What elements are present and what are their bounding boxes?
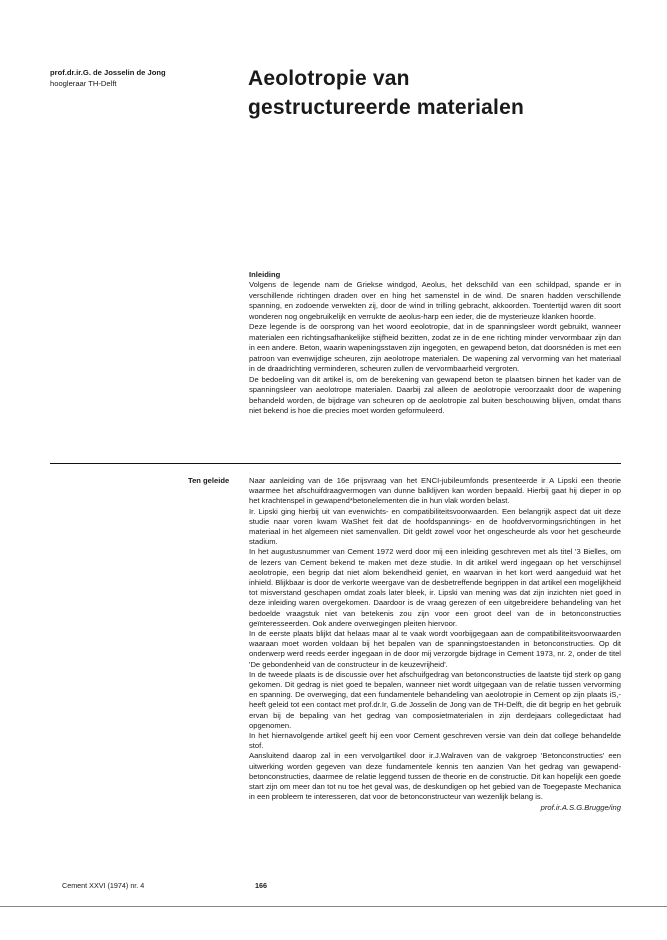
foreword-section: [249, 476, 621, 813]
page-number: 166: [255, 881, 267, 890]
intro-paragraph-1: Volgens de legende nam de Griekse windgod, Aeolus, het dekschild van een schildpad, spande er in verschillende richtingen draden over en hing het samenstel in de wind. De snaren hadden verschillende spanning, en zodoende verwekten zij, door de wind in trilling gebracht, akkoorden. Toentertijd waren dit soort wonderen nog ongebruikelijk en verrukte de aeolus-harp een ieder, die de mysterieuze klanken hoorde.: [249, 280, 621, 321]
foreword-label: Ten geleide: [188, 476, 230, 485]
intro-paragraph-2: Deze legende is de oorsprong van het woord eeolotropie, dat in de spanningsleer wordt gebruikt, wanneer materialen een richtingsafhankelijke stijfheid bezitten, zodat ze in de ene richting minder vervormbaar zijn dan in een andere. Beton, waarin wapeningsstaven zijn ingegoten, en gewapend beton, dat doorsnéden is met een patroon van evenwijdige scheuren, zijn aeolotrope materialen. De wapening zal vervorming van het materiaal in de draadrichting verminderen, scheuren zullen de vervormbaarheid vergroten.: [249, 322, 621, 373]
author-affiliation: hoogleraar TH-Delft: [50, 79, 117, 88]
intro-paragraph-3: De bedoeling van dit artikel is, om de berekening van gewapend beton te plaatsen binnen het kader van de spanningsleer van aeolotrope materialen. Daarbij zal alleen de aeolotropie veroorzaakt door de wapening behandeld worden, de bijdrage van scheuren op de aeolotropie zal buiten beschouwing blijven, omdat thans niet bekend is hoe die precies moet worden geformuleerd.: [249, 374, 621, 415]
foreword-paragraph-7: [249, 751, 621, 812]
intro-heading: Inleiding: [249, 270, 281, 279]
article-title: [248, 64, 638, 122]
foreword-paragraph-5: In de tweede plaats is de discussie over het afschuifgedrag van betonconstructies de laatste tijd sterk op gang gekomen. Dit gedrag is niet goed te bepalen, wanneer niet wordt uitgegaan van de relatie tussen vervorming en spanning. De overweging, dat een fundamentele behandeling van aeolotropie in Cement op zijn plaats iS,-heeft geleid tot een contact met prof.dr.Ir, G.de Josselin de Jong van de TH-Delft, die dit begrip en het gebruik ervan bij de bepaling van het gedrag van composietmaterialen in zijn derdejaars collegedictaat had opgenomen.: [249, 669, 621, 730]
foreword-paragraph-1: Naar aanleiding van de 16e prijsvraag van het ENCI-jubileumfonds presenteerde ir A Lipski een theorie waarmee het afschuifdraagvermogen van dunne balklijven kan worden bepaald. Hierbij gaat hij dieper in op het krachtenspel in gewapend*betonelementen die in hun vlak worden belast.: [249, 476, 621, 506]
foreword-paragraph-6: In het hiernavolgende artikel geeft hij een voor Cement geschreven versie van dein dat college behandelde stof.: [249, 731, 621, 751]
journal-citation: Cement XXVI (1974) nr. 4: [62, 881, 145, 890]
foreword-paragraph-4: In de eerste plaats blijkt dat helaas maar al te vaak wordt voorbijgegaan aan de compatibiliteitsvoorwaarden waaraan moet worden voldaan bij het bepalen van de spanningstoestanden in betonconstructies. Op dit onderwerp werd reeds eerder ingegaan in de door mij verzorgde bijdrage in Cement 1973, nr. 2, onder de titel 'De gebondenheid van de constructeur in de keuzevrijheid'.: [249, 629, 621, 669]
foreword-paragraph-7-text: Aansluitend daarop zal in een vervolgartikel door ir.J.Walraven van de vakgroep 'Betonconstructies' een uitwerking worden gegeven van deze fundamentele kennis ten aanzien Van het gedrag van gewapend-betonconstructies, daarmee de relatie leggend tussen de theorie en de constructie. Dit kan hopelijk een goede start zijn om meer dan tot nu toe het geval was, de deskundigen op het gebied van de Toegepaste Mechanica in een probleem te interesseren, dat voor de betonconstructeur van wezenlijk belang is.: [249, 751, 621, 802]
foreword-paragraph-3: In het augustusnummer van Cement 1972 werd door mij een inleiding geschreven met als titel '3 Bielles, om de lezers van Cement bekend te maken met deze studie. In dit artikel werd ingegaan op het verschijnsel aeolotropie, een begrip dat niet alom bekendheid geniet, en waarvan in het kort werd aangeduid wat het inhield. Blijkbaar is door de verkorte weergave van de desbetreffende begrippen in dat artikel een mogelijkheid tot misverstand geschapen omdat zoals later bleek, ir. Lipski van mening was dat zijn inzichten niet goed in deze inleiding waren overgekomen. Daardoor is de vraag gerezen of een uitgebreidere behandeling van het bedoelde vraagstuk niet van betekenis zou zijn voor een groot deel van de in betonconstructies geïnteresseerden. Ook andere overwegingen pleiten hiervoor.: [249, 547, 621, 628]
foreword-signature: prof.ir.A.S.G.Brugge/ing: [540, 802, 621, 812]
intro-section: [249, 269, 621, 417]
title-line-2: gestructureerde materialen: [248, 96, 524, 119]
foreword-paragraph-2: Ir. Lipski ging hierbij uit van evenwichts- en compatibiliteitsvoorwaarden. Een belangrijk aspect dat uit deze studie naar voren kwam WaShet feit dat de hoofdspannings- en de hoofdvervormingsrichtingen in het materiaal in het algemeen niet samenvallen. Dit geldt zowel voor het ongescheurde als voor het gescheurde stadium.: [249, 506, 621, 547]
section-divider: [50, 463, 621, 464]
author-name: prof.dr.ir.G. de Josselin de Jong: [50, 68, 166, 77]
page-bottom-rule: [0, 906, 667, 907]
title-line-1: Aeolotropie van: [248, 67, 410, 90]
